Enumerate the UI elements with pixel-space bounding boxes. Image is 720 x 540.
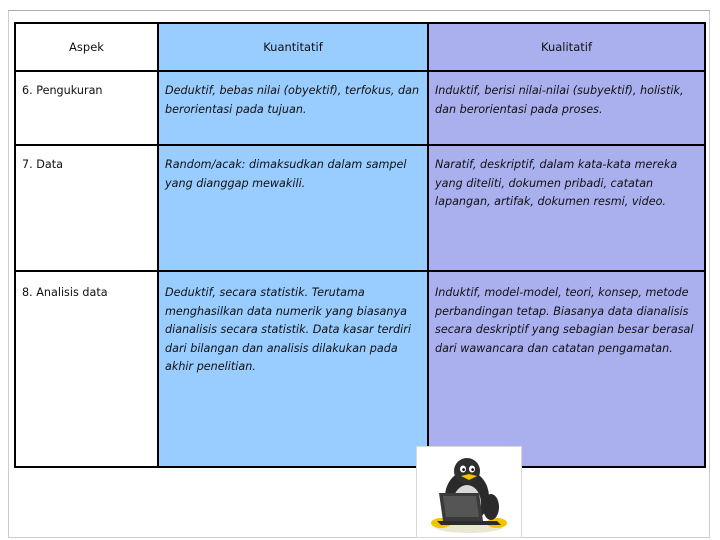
row-label-data: 7. Data: [15, 145, 158, 271]
header-kualitatif: Kualitatif: [428, 23, 705, 71]
row-label-analisis-data: 8. Analisis data: [15, 271, 158, 467]
cell-kualitatif-pengukuran: Induktif, berisi nilai-nilai (subyektif), holistik, dan berorientasi pada proses.: [428, 71, 705, 145]
cell-kualitatif-analisis-data: Induktif, model-model, teori, konsep, metode perbandingan tetap. Biasanya data dianalisis secara deskriptif yang sebagian besar berasal dari wawancara dan catatan pengamatan.: [428, 271, 705, 467]
table-header-row: [15, 23, 705, 71]
cell-kualitatif-data: Naratif, deskriptif, dalam kata-kata mereka yang diteliti, dokumen pribadi, catatan lapangan, artifak, dokumen resmi, video.: [428, 145, 705, 271]
comparison-table: [14, 22, 706, 468]
table-row: [15, 271, 705, 467]
header-aspek: Aspek: [15, 23, 158, 71]
table-row: [15, 71, 705, 145]
cell-kuantitatif-data: Random/acak: dimaksudkan dalam sampel yang dianggap mewakili.: [158, 145, 428, 271]
top-divider: [8, 10, 710, 11]
row-label-pengukuran: 6. Pengukuran: [15, 71, 158, 145]
cell-kuantitatif-pengukuran: Deduktif, bebas nilai (obyektif), terfokus, dan berorientasi pada tujuan.: [158, 71, 428, 145]
penguin-laptop-icon: [416, 446, 522, 538]
header-kuantitatif: Kuantitatif: [158, 23, 428, 71]
table-row: [15, 145, 705, 271]
cell-kuantitatif-analisis-data: Deduktif, secara statistik. Terutama menghasilkan data numerik yang biasanya dianalisis secara statistik. Data kasar terdiri dari bilangan dan analisis dilakukan pada akhir penelitian.: [158, 271, 428, 467]
